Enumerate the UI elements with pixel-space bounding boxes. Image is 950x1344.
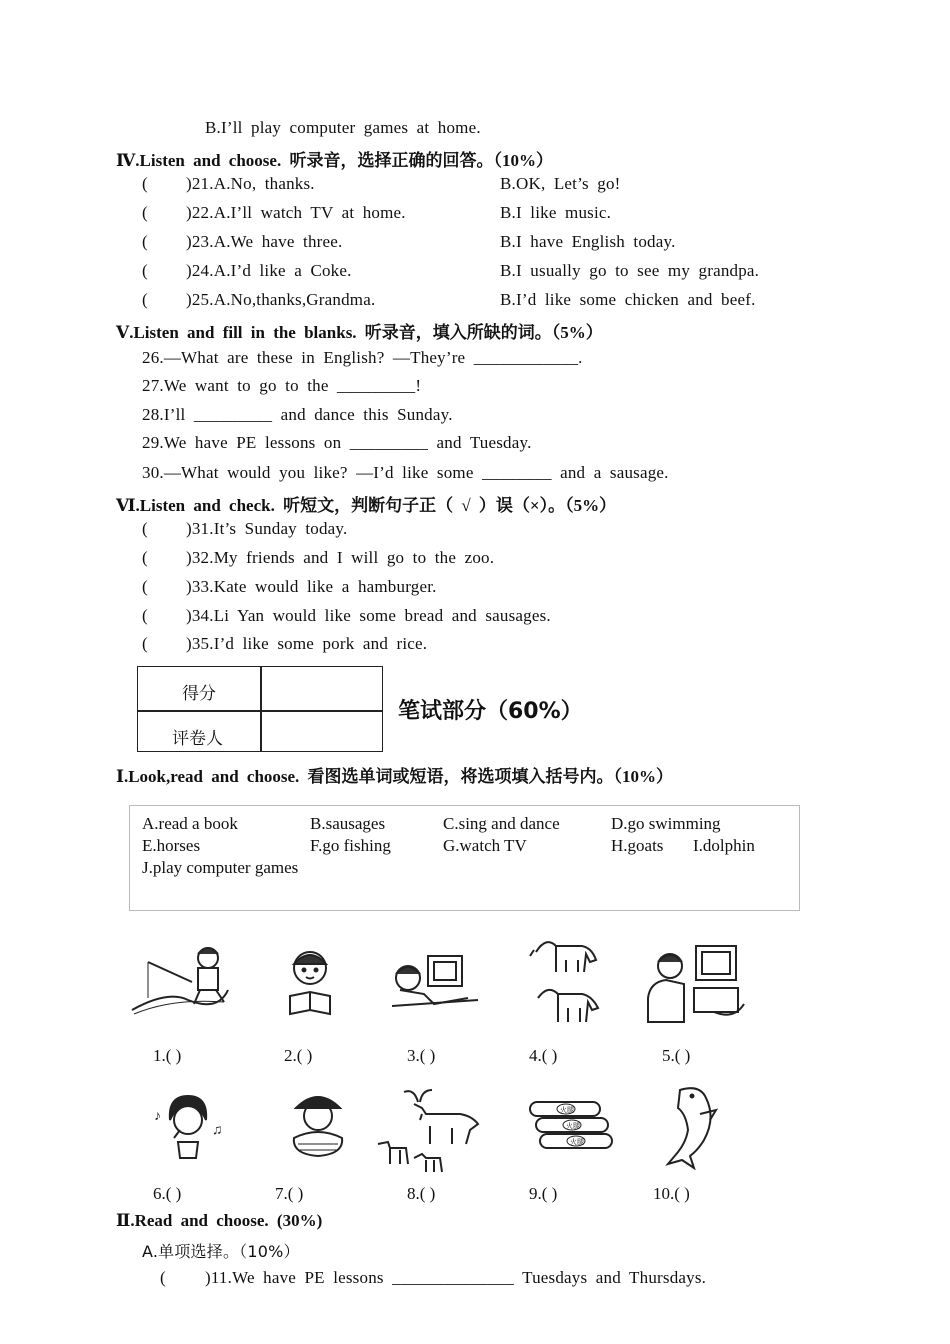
- option-24-b: B.I usually go to see my grandpa.: [500, 261, 760, 280]
- option-j: J.play computer games: [142, 858, 299, 877]
- question-21: )21.A.No, thanks.: [186, 174, 315, 193]
- option-e: E.horses: [142, 836, 201, 855]
- question-paren: (: [142, 203, 148, 222]
- question-paren: (: [142, 232, 148, 251]
- sausage-label: 火腿: [570, 1138, 584, 1146]
- question-23: )23.A.We have three.: [186, 232, 343, 251]
- option-21-b: B.OK, Let’s go!: [500, 174, 621, 193]
- question-paren: (: [142, 606, 148, 625]
- written-2-subheading: A.单项选择。（10%）: [142, 1242, 300, 1261]
- option-i: I.dolphin: [693, 836, 755, 855]
- caption-2: 2.( ): [284, 1046, 313, 1065]
- question-28: 28.I’ll _________ and dance this Sunday.: [142, 405, 453, 424]
- option-d: D.go swimming: [611, 814, 721, 833]
- option-a: A.read a book: [142, 814, 238, 833]
- dolphin-picture: [660, 1084, 726, 1170]
- score-input[interactable]: [262, 667, 382, 709]
- computer-games-picture: [644, 942, 748, 1028]
- question-33: )33.Kate would like a hamburger.: [186, 577, 437, 596]
- question-paren: (: [142, 261, 148, 280]
- question-22: )22.A.I’ll watch TV at home.: [186, 203, 406, 222]
- question-paren: (: [142, 174, 148, 193]
- singing-girl-picture: [150, 1090, 226, 1162]
- caption-1: 1.( ): [153, 1046, 182, 1065]
- option-b: B.sausages: [310, 814, 386, 833]
- question-34: )34.Li Yan would like some bread and sausages.: [186, 606, 551, 625]
- question-paren: (: [142, 548, 148, 567]
- written-1-heading: Ⅰ.Look,read and choose. 看图选单词或短语，将选项填入括号内。（10%）: [116, 767, 674, 786]
- sausage-label: 火腿: [566, 1122, 580, 1130]
- swimming-boy-picture: [284, 1086, 350, 1160]
- option-g: G.watch TV: [443, 836, 527, 855]
- svg-text:♪: ♪: [154, 1109, 161, 1124]
- question-paren: (: [142, 577, 148, 596]
- question-30: 30.—What would you like? —I’d like some ________ and a sausage.: [142, 463, 669, 482]
- reading-boy-picture: [280, 946, 340, 1020]
- fishing-picture: [128, 940, 240, 1020]
- written-part-title: 笔试部分（60%）: [398, 699, 583, 724]
- written-2-heading: Ⅱ.Read and choose. (30%): [116, 1211, 323, 1230]
- computer-boy-picture: [388, 950, 480, 1022]
- options-box: [129, 805, 800, 911]
- horses-picture: [526, 932, 606, 1032]
- question-31: )31.It’s Sunday today.: [186, 519, 348, 538]
- question-paren: (: [142, 519, 148, 538]
- option-h: H.goats: [611, 836, 664, 855]
- option-c: C.sing and dance: [443, 814, 560, 833]
- question-11: )11.We have PE lessons ______________ Tuesdays and Thursdays.: [205, 1268, 707, 1287]
- grader-label: 评卷人: [172, 729, 223, 749]
- caption-8: 8.( ): [407, 1184, 436, 1203]
- caption-6: 6.( ): [153, 1184, 182, 1203]
- question-35: )35.I’d like some pork and rice.: [186, 634, 428, 653]
- option-25-b: B.I’d like some chicken and beef.: [500, 290, 756, 309]
- svg-text:♫: ♫: [212, 1123, 223, 1138]
- score-label: 得分: [182, 684, 216, 704]
- caption-4: 4.( ): [529, 1046, 558, 1065]
- previous-option-line: B.I’ll play computer games at home.: [205, 118, 481, 137]
- caption-10: 10.( ): [653, 1184, 690, 1203]
- caption-5: 5.( ): [662, 1046, 691, 1065]
- question-26: 26.—What are these in English? —They’re ____________.: [142, 348, 583, 367]
- question-32: )32.My friends and I will go to the zoo.: [186, 548, 495, 567]
- question-paren: (: [142, 634, 148, 653]
- section-6-heading: Ⅵ.Listen and check. 听短文，判断句子正（ √ ）误（×）。（5%）: [116, 496, 617, 515]
- option-22-b: B.I like music.: [500, 203, 612, 222]
- score-table: [137, 666, 383, 752]
- sausages-picture: [526, 1096, 616, 1156]
- option-23-b: B.I have English today.: [500, 232, 676, 251]
- question-24: )24.A.I’d like a Coke.: [186, 261, 352, 280]
- sausage-label: 火腿: [560, 1106, 574, 1114]
- section-4-heading: Ⅳ.Listen and choose. 听录音，选择正确的回答。（10%）: [116, 151, 553, 170]
- question-25: )25.A.No,thanks,Grandma.: [186, 290, 376, 309]
- question-29: 29.We have PE lessons on _________ and Tuesday.: [142, 433, 532, 452]
- caption-7: 7.( ): [275, 1184, 304, 1203]
- question-paren: (: [142, 290, 148, 309]
- question-27: 27.We want to go to the _________!: [142, 376, 422, 395]
- question-paren: (: [160, 1268, 166, 1287]
- grader-input[interactable]: [262, 712, 382, 752]
- option-f: F.go fishing: [310, 836, 391, 855]
- section-5-heading: Ⅴ.Listen and fill in the blanks. 听录音，填入所缺的词。（5%）: [116, 323, 603, 342]
- caption-9: 9.( ): [529, 1184, 558, 1203]
- goats-picture: [374, 1084, 486, 1176]
- caption-3: 3.( ): [407, 1046, 436, 1065]
